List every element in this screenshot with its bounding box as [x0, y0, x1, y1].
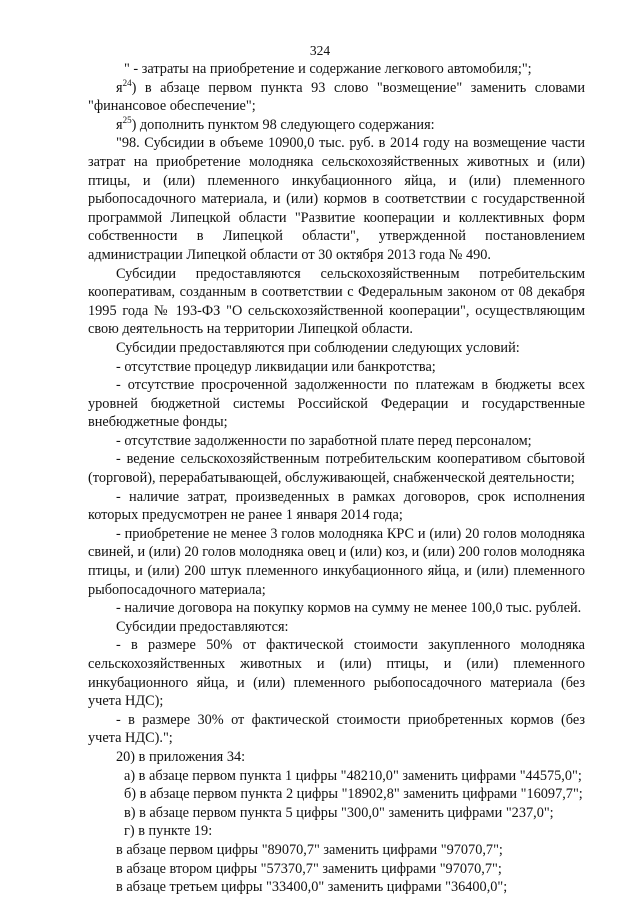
list-item-rate: - в размере 50% от фактической стоимости закупленного молодняка сельскохозяйственных животных и (или) птицы, и (или) племенного инкубационного яйца, и (или) племенного рыбопосадочного материала (без учета НДС); — [88, 637, 585, 710]
paragraph-amendment-end-quote: " - затраты на приобретение и содержание легкового автомобиля;"; — [124, 61, 532, 77]
list-item-nested: в абзаце первом цифры "89070,7" заменить цифрами "97070,7"; — [116, 841, 503, 858]
list-item-condition: - наличие затрат, произведенных в рамках договоров, срок исполнения которых предусмотрен не ранее 1 января 2014 года; — [88, 488, 585, 524]
list-item-subpoint: б) в абзаце первом пункта 2 цифры "18902,8" заменить цифрами "16097,7"; — [124, 786, 583, 803]
paragraph-item-20: 20) в приложения 34: — [116, 748, 246, 765]
item-superscript: 25 — [122, 115, 132, 126]
list-item-condition: - ведение сельскохозяйственным потребительским кооперативом сбытовой (торговой), перерабатывающей, обслуживающей, снабженческой деятельности; — [88, 451, 585, 487]
paragraph-point-98: "98. Субсидии в объеме 10900,0 тыс. руб. в 2014 году на возмещение части затрат на приобретение молодняка сельскохозяйственных животных и (или) птицы, и (или) племенного инкубационного яйца, и (или) племенного рыбопосадочного материала, и (или) кормов в соответствии с государственной программой Липецкой области "Развитие кооперации и коллективных форм собственности в Липецкой области", утвержденной постановлением администрации Липецкой области от 30 октября 2013 года № 490. — [88, 135, 585, 263]
list-item-subpoint: в) в абзаце первом пункта 5 цифры "300,0" заменить цифрами "237,0"; — [124, 804, 554, 821]
list-item-nested: в абзаце втором цифры "57370,7" заменить цифрами "97070,7"; — [116, 860, 502, 877]
item-text: ) в абзаце первом пункта 93 слово "возмещение" заменить словами "финансовое обеспечение"; — [88, 79, 585, 115]
item-prefix: я — [116, 116, 123, 133]
list-item-condition: - отсутствие процедур ликвидации или банкротства; — [116, 358, 436, 375]
document-body — [88, 60, 585, 897]
page-number: 324 — [309, 43, 331, 58]
item-prefix: я — [116, 79, 123, 96]
list-item-condition: - наличие договора на покупку кормов на сумму не менее 100,0 тыс. рублей. — [116, 600, 582, 617]
paragraph-item-ya25 — [88, 116, 585, 135]
list-item-subpoint: а) в абзаце первом пункта 1 цифры "48210,0" заменить цифрами "44575,0"; — [124, 767, 582, 784]
paragraph-rates-intro: Субсидии предоставляются: — [116, 618, 289, 635]
item-superscript: 24 — [122, 77, 132, 88]
item-text: ) дополнить пунктом 98 следующего содержания: — [131, 116, 435, 133]
list-item-rate: - в размере 30% от фактической стоимости приобретенных кормов (без учета НДС)."; — [88, 711, 585, 747]
list-item-subpoint: г) в пункте 19: — [124, 823, 213, 840]
list-item-nested: в абзаце третьем цифры "33400,0" заменить цифрами "36400,0"; — [116, 879, 508, 896]
list-item-condition: - приобретение не менее 3 голов молодняка КРС и (или) 20 голов молодняка свиней, и (или) 20 голов молодняка овец и (или) коз, и (или) 200 голов молодняка птицы, и (или) 200 штук племенного инкубационного яйца, и (или) племенного рыбопосадочного материала; — [88, 525, 585, 598]
paragraph-conditions-intro: Субсидии предоставляются при соблюдении следующих условий: — [116, 339, 520, 356]
paragraph-item-ya24 — [88, 79, 585, 116]
list-item-condition: - отсутствие просроченной задолженности по платежам в бюджеты всех уровней бюджетной системы Российской Федерации и государственные внебюджетные фонды; — [88, 377, 585, 431]
paragraph-recipients: Субсидии предоставляются сельскохозяйственным потребительским кооперативам, созданным в соответствии с Федеральным законом от 08 декабря 1995 года № 193-ФЗ "О сельскохозяйственной кооперации", осуществляющим свою деятельность на территории Липецкой области. — [88, 265, 585, 338]
list-item-condition: - отсутствие задолженности по заработной плате перед персоналом; — [116, 432, 532, 449]
